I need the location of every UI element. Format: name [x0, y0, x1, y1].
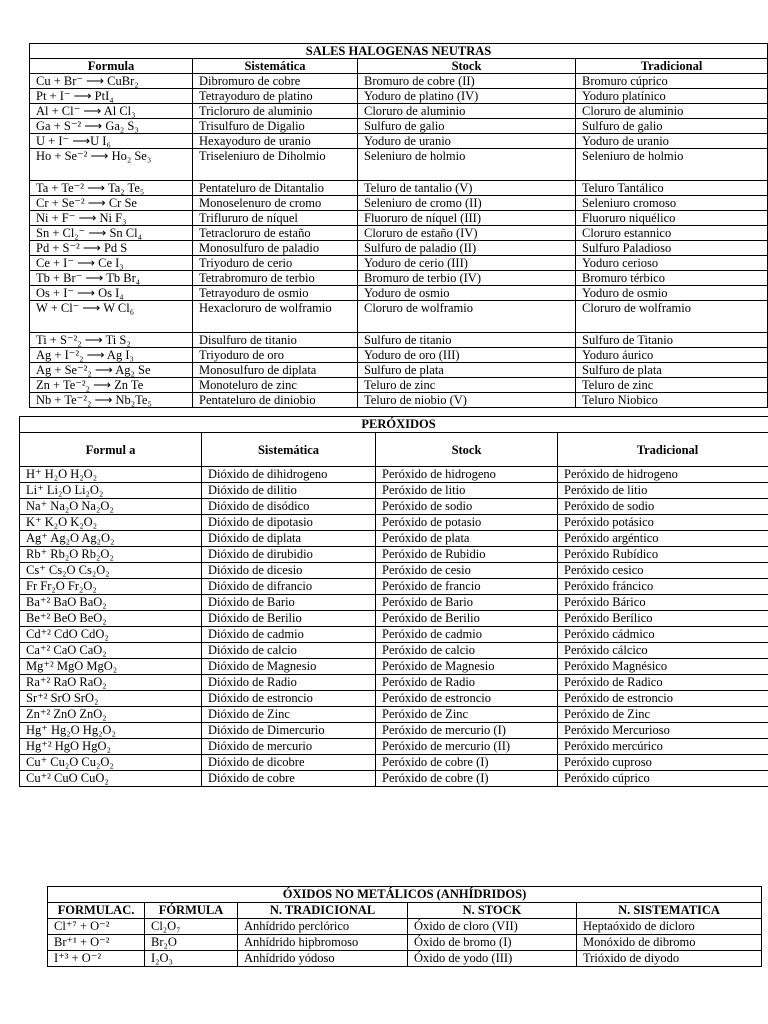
table-cell: Peróxido de litio: [558, 483, 768, 499]
table-cell: Dióxido de dihidrogeno: [202, 467, 376, 483]
sales-halogenas-table: [29, 43, 768, 408]
table-cell: Peróxido de mercurio (II): [376, 739, 558, 755]
table-row: [20, 531, 768, 547]
table-row: [20, 611, 768, 627]
table-cell: Sr⁺² SrO SrO₂: [20, 691, 202, 707]
table-cell: Dióxido de Zinc: [202, 707, 376, 723]
table-cell: Tetrayoduro de osmio: [193, 286, 358, 301]
table-cell: Dióxido de cadmio: [202, 627, 376, 643]
table-cell: Anhídrido perclórico: [238, 919, 408, 935]
table-cell: Sulfuro Paladioso: [576, 241, 768, 256]
table-cell: Peróxido de hidrogeno: [376, 467, 558, 483]
table-cell: Tb + Br⁻ ⟶ Tb Br₄: [30, 271, 193, 286]
table-cell: Dióxido de Bario: [202, 595, 376, 611]
table-row: [20, 563, 768, 579]
table-cell: Dióxido de calcio: [202, 643, 376, 659]
table-cell: Peróxido de Radio: [376, 675, 558, 691]
table-cell: Fluoruro de níquel (III): [358, 211, 576, 226]
oxidos-table: [47, 886, 762, 967]
table-cell: Óxido de bromo (I): [408, 935, 577, 951]
table-cell: Pentateluro de Ditantalio: [193, 181, 358, 196]
table-cell: Dióxido de dicobre: [202, 755, 376, 771]
table-row: [20, 707, 768, 723]
table-cell: Bromuro cúprico: [576, 74, 768, 89]
table-cell: Seleniuro de holmio: [576, 149, 768, 181]
table-cell: Peróxido de estroncio: [558, 691, 768, 707]
table-cell: Pentateluro de diniobio: [193, 393, 358, 408]
table-cell: Ra⁺² RaO RaO₂: [20, 675, 202, 691]
table-row: [30, 378, 768, 393]
table-cell: Peróxido Magnésico: [558, 659, 768, 675]
table-cell: Seleniuro de holmio: [358, 149, 576, 181]
table-row: [20, 755, 768, 771]
table-cell: Peróxido de mercurio (I): [376, 723, 558, 739]
col-header-tradicional: Tradicional: [576, 59, 768, 74]
table-cell: Peróxido argéntico: [558, 531, 768, 547]
table-row: [30, 271, 768, 286]
table-cell: Monosulfuro de diplata: [193, 363, 358, 378]
table-cell: Seleniuro cromoso: [576, 196, 768, 211]
table-cell: Peróxido mercúrico: [558, 739, 768, 755]
table-cell: Fluoruro niquélico: [576, 211, 768, 226]
table-cell: Hexayoduro de uranio: [193, 134, 358, 149]
table-cell: Peróxido Bárico: [558, 595, 768, 611]
table-cell: Br⁺¹ + O⁻²: [48, 935, 145, 951]
table-row: [30, 393, 768, 408]
table-cell: Heptaóxido de dicloro: [577, 919, 762, 935]
table-title-row: [30, 44, 768, 59]
table-cell: Peróxido de Berilio: [376, 611, 558, 627]
table-cell: Dióxido de dirubidio: [202, 547, 376, 563]
table-cell: Seleniuro de cromo (II): [358, 196, 576, 211]
table-cell: Ag + Se⁻²₂ ⟶ Ag₂ Se: [30, 363, 193, 378]
col-header-sistematica: Sistemática: [193, 59, 358, 74]
table-cell: Ag⁺ Ag₂O Ag₂O₂: [20, 531, 202, 547]
table-cell: Peróxido cesico: [558, 563, 768, 579]
table-cell: Peróxido fráncico: [558, 579, 768, 595]
table-cell: Na⁺ Na₂O Na₂O₂: [20, 499, 202, 515]
table-cell: Peróxido cálcico: [558, 643, 768, 659]
table-row: [20, 595, 768, 611]
table-cell: Tetrayoduro de platino: [193, 89, 358, 104]
table-cell: Peróxido de litio: [376, 483, 558, 499]
table-row: [30, 211, 768, 226]
table-cell: Ta + Te⁻² ⟶ Ta₂ Te₅: [30, 181, 193, 196]
table-cell: I₂O₃: [145, 951, 238, 967]
table-cell: Yoduro de cerio (III): [358, 256, 576, 271]
table-cell: Anhídrido yódoso: [238, 951, 408, 967]
table-cell: Cl₂O₇: [145, 919, 238, 935]
col-header-formula: FÓRMULA: [145, 903, 238, 919]
table-cell: Cu⁺² CuO CuO₂: [20, 771, 202, 787]
table-cell: Rb⁺ Rb₂O Rb₂O₂: [20, 547, 202, 563]
table-cell: Yoduro platínico: [576, 89, 768, 104]
table-cell: Dióxido de Radio: [202, 675, 376, 691]
table-cell: Peróxido de cesio: [376, 563, 558, 579]
table-cell: Cu + Br⁻ ⟶ CuBr₂: [30, 74, 193, 89]
table-cell: Dibromuro de cobre: [193, 74, 358, 89]
table-cell: Peróxido de Radico: [558, 675, 768, 691]
table-row: [30, 286, 768, 301]
table-row: [20, 515, 768, 531]
table-cell: Peróxido Mercurioso: [558, 723, 768, 739]
table-cell: Hexacloruro de wolframio: [193, 301, 358, 333]
table-cell: Sn + Cl₂⁻ ⟶ Sn Cl₄: [30, 226, 193, 241]
table-cell: Peróxido de sodio: [376, 499, 558, 515]
table-cell: Br₂O: [145, 935, 238, 951]
table-cell: Yoduro de platino (IV): [358, 89, 576, 104]
table-row: [30, 348, 768, 363]
table-cell: Dióxido de estroncio: [202, 691, 376, 707]
table-cell: Cloruro estannico: [576, 226, 768, 241]
col-header-tradicional: Tradicional: [558, 433, 768, 467]
table-cell: Peróxido de estroncio: [376, 691, 558, 707]
table-row: [20, 547, 768, 563]
table-cell: Sulfuro de titanio: [358, 333, 576, 348]
table-title-row: [48, 887, 762, 903]
col-header-sistematica: Sistemática: [202, 433, 376, 467]
table-row: [20, 739, 768, 755]
col-header-stock: N. STOCK: [408, 903, 577, 919]
table-cell: Teluro Tantálico: [576, 181, 768, 196]
table-cell: Zn + Te⁻²₂ ⟶ Zn Te: [30, 378, 193, 393]
table-cell: Peróxido cúprico: [558, 771, 768, 787]
table-cell: Os + I⁻ ⟶ Os I₄: [30, 286, 193, 301]
table-cell: Peróxido de cadmio: [376, 627, 558, 643]
table-cell: Nb + Te⁻²₂ ⟶ Nb₂Te₅: [30, 393, 193, 408]
table-row: [30, 256, 768, 271]
table-cell: Ag + I⁻²₂ ⟶ Ag I₃: [30, 348, 193, 363]
table-cell: Dióxido de disódico: [202, 499, 376, 515]
table-cell: Tricloruro de aluminio: [193, 104, 358, 119]
table-row: [20, 483, 768, 499]
table-cell: H⁺ H₂O H₂O₂: [20, 467, 202, 483]
table-row: [20, 499, 768, 515]
table-cell: Zn⁺² ZnO ZnO₂: [20, 707, 202, 723]
table-row: [20, 643, 768, 659]
table-cell: Yoduro áurico: [576, 348, 768, 363]
table-cell: Triyoduro de oro: [193, 348, 358, 363]
table-row: [20, 627, 768, 643]
table-cell: Dióxido de cobre: [202, 771, 376, 787]
table-cell: Hg⁺ Hg₂O Hg₂O₂: [20, 723, 202, 739]
table-row: [48, 935, 762, 951]
table-row: [30, 104, 768, 119]
table-cell: Cloruro de aluminio: [358, 104, 576, 119]
table-title-row: [20, 417, 768, 433]
table-cell: Ho + Se⁻² ⟶ Ho₂ Se₃: [30, 149, 193, 181]
table-cell: Peróxido de francio: [376, 579, 558, 595]
table-row: [20, 579, 768, 595]
table-cell: Pd + S⁻² ⟶ Pd S: [30, 241, 193, 256]
table-cell: W + Cl⁻ ⟶ W Cl₆: [30, 301, 193, 333]
table-cell: Bromuro de terbio (IV): [358, 271, 576, 286]
table-cell: Peróxido cuproso: [558, 755, 768, 771]
table-cell: Bromuro de cobre (II): [358, 74, 576, 89]
table-cell: Triyoduro de cerio: [193, 256, 358, 271]
table-cell: Tetrabromuro de terbio: [193, 271, 358, 286]
table-cell: Cd⁺² CdO CdO₂: [20, 627, 202, 643]
table-row: [30, 226, 768, 241]
table-cell: Ca⁺² CaO CaO₂: [20, 643, 202, 659]
peroxidos-table: [19, 416, 768, 787]
table-row: [20, 723, 768, 739]
table-cell: U + I⁻ ⟶U I₆: [30, 134, 193, 149]
table-cell: Cs⁺ Cs₂O Cs₂O₂: [20, 563, 202, 579]
table-cell: I⁺³ + O⁻²: [48, 951, 145, 967]
table-cell: Yoduro de uranio: [358, 134, 576, 149]
table-cell: Cloruro de wolframio: [358, 301, 576, 333]
table-header-row: [30, 59, 768, 74]
col-header-stock: Stock: [376, 433, 558, 467]
table-cell: Mg⁺² MgO MgO₂: [20, 659, 202, 675]
table-cell: Ce + I⁻ ⟶ Ce I₃: [30, 256, 193, 271]
table-row: [30, 363, 768, 378]
table-cell: Yoduro cerioso: [576, 256, 768, 271]
table-cell: Teluro de zinc: [576, 378, 768, 393]
table-cell: Yoduro de oro (III): [358, 348, 576, 363]
table-row: [20, 659, 768, 675]
col-header-sistematica: N. SISTEMATICA: [577, 903, 762, 919]
table-row: [20, 771, 768, 787]
oxidos-title: ÓXIDOS NO METÁLICOS (ANHÍDRIDOS): [48, 887, 762, 903]
table-cell: Tetracloruro de estaño: [193, 226, 358, 241]
table-cell: Dióxido de dilitio: [202, 483, 376, 499]
table-cell: Trisulfuro de Digalio: [193, 119, 358, 134]
table-row: [30, 333, 768, 348]
table-cell: Anhídrido hipbromoso: [238, 935, 408, 951]
col-header-tradicional: N. TRADICIONAL: [238, 903, 408, 919]
table-cell: Dióxido de Magnesio: [202, 659, 376, 675]
table-cell: Dióxido de difrancio: [202, 579, 376, 595]
table-cell: Ti + S⁻²₂ ⟶ Ti S₂: [30, 333, 193, 348]
table-cell: Cr + Se⁻² ⟶ Cr Se: [30, 196, 193, 211]
peroxidos-title: PERÓXIDOS: [20, 417, 768, 433]
table-cell: Sulfuro de plata: [576, 363, 768, 378]
table-cell: Yoduro de uranio: [576, 134, 768, 149]
table-row: [30, 181, 768, 196]
table-cell: Peróxido de Rubidio: [376, 547, 558, 563]
table-cell: Teluro de niobio (V): [358, 393, 576, 408]
table-cell: Peróxido Rubídico: [558, 547, 768, 563]
table-row: [30, 196, 768, 211]
table-cell: Ba⁺² BaO BaO₂: [20, 595, 202, 611]
table-cell: Peróxido de Zinc: [376, 707, 558, 723]
col-header-formulac: FORMULAC.: [48, 903, 145, 919]
table-row: [30, 89, 768, 104]
table-cell: Dióxido de mercurio: [202, 739, 376, 755]
table-cell: Peróxido de hidrogeno: [558, 467, 768, 483]
table-cell: Peróxido cádmico: [558, 627, 768, 643]
table-cell: Peróxido de cobre (I): [376, 771, 558, 787]
table-row: [48, 951, 762, 967]
table-row: [30, 301, 768, 333]
table-cell: Cloruro de aluminio: [576, 104, 768, 119]
table-cell: Bromuro térbico: [576, 271, 768, 286]
table-cell: Monosulfuro de paladio: [193, 241, 358, 256]
table-cell: Sulfuro de paladio (II): [358, 241, 576, 256]
table-cell: Sulfuro de galio: [576, 119, 768, 134]
table-cell: Trióxido de diyodo: [577, 951, 762, 967]
table-row: [48, 919, 762, 935]
table-cell: Be⁺² BeO BeO₂: [20, 611, 202, 627]
col-header-formula: Formul a: [20, 433, 202, 467]
col-header-stock: Stock: [358, 59, 576, 74]
table-row: [30, 119, 768, 134]
table-cell: Peróxido de potasio: [376, 515, 558, 531]
table-cell: Peróxido de plata: [376, 531, 558, 547]
table-cell: Cloruro de estaño (IV): [358, 226, 576, 241]
table-cell: Monoteluro de zinc: [193, 378, 358, 393]
table-cell: Peróxido de Zinc: [558, 707, 768, 723]
table-cell: Li⁺ Li₂O Li₂O₂: [20, 483, 202, 499]
table-cell: Fr Fr₂O Fr₂O₂: [20, 579, 202, 595]
table-row: [30, 149, 768, 181]
table-cell: Peróxido Berílico: [558, 611, 768, 627]
table-cell: Ga + S⁻² ⟶ Ga₂ S₃: [30, 119, 193, 134]
table-cell: Peróxido de Magnesio: [376, 659, 558, 675]
table-cell: Sulfuro de plata: [358, 363, 576, 378]
table-header-row: [48, 903, 762, 919]
table-cell: Cu⁺ Cu₂O Cu₂O₂: [20, 755, 202, 771]
table-cell: Triflururo de níquel: [193, 211, 358, 226]
table-cell: Yoduro de osmio: [358, 286, 576, 301]
table-cell: Peróxido de Bario: [376, 595, 558, 611]
sales-title: SALES HALOGENAS NEUTRAS: [30, 44, 768, 59]
table-cell: Triseleniuro de Diholmio: [193, 149, 358, 181]
table-cell: Monoselenuro de cromo: [193, 196, 358, 211]
table-cell: Monóxido de dibromo: [577, 935, 762, 951]
col-header-formula: Formula: [30, 59, 193, 74]
table-cell: Peróxido potásico: [558, 515, 768, 531]
table-cell: Peróxido de calcio: [376, 643, 558, 659]
table-cell: Disulfuro de titanio: [193, 333, 358, 348]
table-row: [20, 467, 768, 483]
table-cell: Pt + I⁻ ⟶ PtI₄: [30, 89, 193, 104]
table-cell: Al + Cl⁻ ⟶ Al Cl₃: [30, 104, 193, 119]
table-row: [30, 74, 768, 89]
table-row: [20, 691, 768, 707]
table-row: [30, 134, 768, 149]
table-cell: Óxido de yodo (III): [408, 951, 577, 967]
table-cell: Hg⁺² HgO HgO₂: [20, 739, 202, 755]
table-cell: K⁺ K₂O K₂O₂: [20, 515, 202, 531]
table-cell: Peróxido de sodio: [558, 499, 768, 515]
table-cell: Teluro de zinc: [358, 378, 576, 393]
table-cell: Teluro de tantalio (V): [358, 181, 576, 196]
table-cell: Sulfuro de galio: [358, 119, 576, 134]
table-row: [20, 675, 768, 691]
table-header-row: [20, 433, 768, 467]
table-cell: Ni + F⁻ ⟶ Ni F₃: [30, 211, 193, 226]
table-cell: Dióxido de Berilio: [202, 611, 376, 627]
table-cell: Teluro Niobico: [576, 393, 768, 408]
table-cell: Cloruro de wolframio: [576, 301, 768, 333]
table-cell: Dióxido de diplata: [202, 531, 376, 547]
table-cell: Peróxido de cobre (I): [376, 755, 558, 771]
table-cell: Dióxido de dicesio: [202, 563, 376, 579]
table-cell: Dióxido de Dimercurio: [202, 723, 376, 739]
table-cell: Yoduro de osmio: [576, 286, 768, 301]
table-row: [30, 241, 768, 256]
table-cell: Óxido de cloro (VII): [408, 919, 577, 935]
table-cell: Sulfuro de Titanio: [576, 333, 768, 348]
table-cell: Dióxido de dipotasio: [202, 515, 376, 531]
table-cell: Cl⁺⁷ + O⁻²: [48, 919, 145, 935]
